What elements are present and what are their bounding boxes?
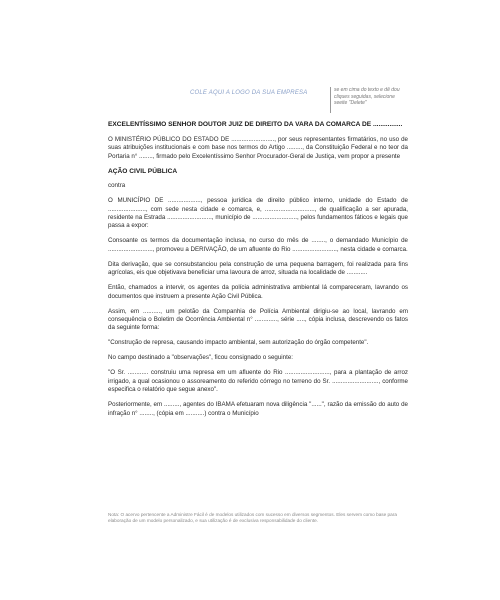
- paragraph-posteriormente: Posteriormente, em ........., agentes do IBAMA efetuaram nova diligência "......", razão da emissão do auto de infração n° ........, (cópia em ...........) contra o Município: [108, 401, 408, 417]
- action-title: AÇÃO CIVIL PÚBLICA: [108, 167, 178, 175]
- document-heading: EXCELENTÍSSIMO SENHOR DOUTOR JUIZ DE DIREITO DA VARA DA COMARCA DE ................: [108, 121, 403, 128]
- paragraph-assim: Assim, em .........., um pelotão da Companhia de Polícia Ambiental dirigiu-se ao local, lavrando em consequência o Boletim de Ocorrência Ambiental n° ............., série ....., cópia inclusa, descrevendo os fatos da seguinte forma:: [108, 307, 408, 332]
- side-note-line: se em cima do texto e dê dou: [334, 87, 400, 93]
- paragraph-entao: Então, chamados a intervir, os agentes da polícia administrativa ambiental lá compareceram, lavrando os documentos que instruem a presente Ação Civil Pública.: [108, 284, 408, 300]
- paragraph-intro: O MINISTÉRIO PÚBLICO DO ESTADO DE ........................., por seus representantes firmatários, no uso de suas atribuições institucionais e com base nos termos do Artigo ........., da Constituição Federal e no teor da Portaria n° ........, firmado pelo Excelentíssimo Senhor Procurador-Geral de Justiça, vem propor a presente: [108, 136, 408, 160]
- paragraph-derivacao: Dita derivação, que se consubstanciou pela construção de uma pequena barragem, foi realizada para fins agrícolas, eis que objetivava beneficiar uma lavoura de arroz, situada na localidade de ............: [108, 260, 408, 277]
- side-note-line: cliques seguidas, selecione: [334, 93, 395, 100]
- side-note-line: seeite "Delete": [334, 100, 367, 106]
- paragraph-campo: No campo destinado a "observações", ficou consignado o seguinte:: [108, 354, 293, 362]
- side-note: [330, 87, 412, 113]
- document-body: [108, 121, 408, 425]
- paragraph-consoante: Consoante os termos da documentação inclusa, no curso do mês de ........, o demandado Município de .........................., promoveu a DERIVAÇÃO, de um afluente do Rio .........................., nesta cidade e comarca.: [108, 237, 408, 253]
- footer-note: Nota: O acervo pertencente a Administre Fácil é de modelos utilizados com sucesso em diversos segmentos. Eles servem como base para elaboração de um modelo personalizado, e sua utilização é de exclusiva responsabilidade do cliente.: [108, 512, 397, 524]
- paragraph-contra: contra: [108, 182, 126, 190]
- logo-placeholder: COLE AQUI A LOGO DA SUA EMPRESA: [190, 90, 308, 96]
- paragraph-municipio: O MUNICÍPIO DE ..................., pessoa jurídica de direito público interno, unidade do Estado de ......................, com sede nesta cidade e comarca, e, ............................., de qualificação a ser apurada, residente na Estrada .........................., município de .........................., pelos fundamentos fáticos e legais que passa a expor:: [108, 197, 408, 230]
- paragraph-quote-2: "O Sr. ............ construiu uma represa em um afluente do Rio .........................., para a plantação de arroz irrigado, a qual ocasionou o assoreamento do referido córrego no terreno do Sr. ..........................., conforme especifica o relatório que segue anexo".: [108, 369, 408, 394]
- paragraph-quote-1: "Construção de represa, causando impacto ambiental, sem autorização do órgão competente".: [108, 339, 369, 347]
